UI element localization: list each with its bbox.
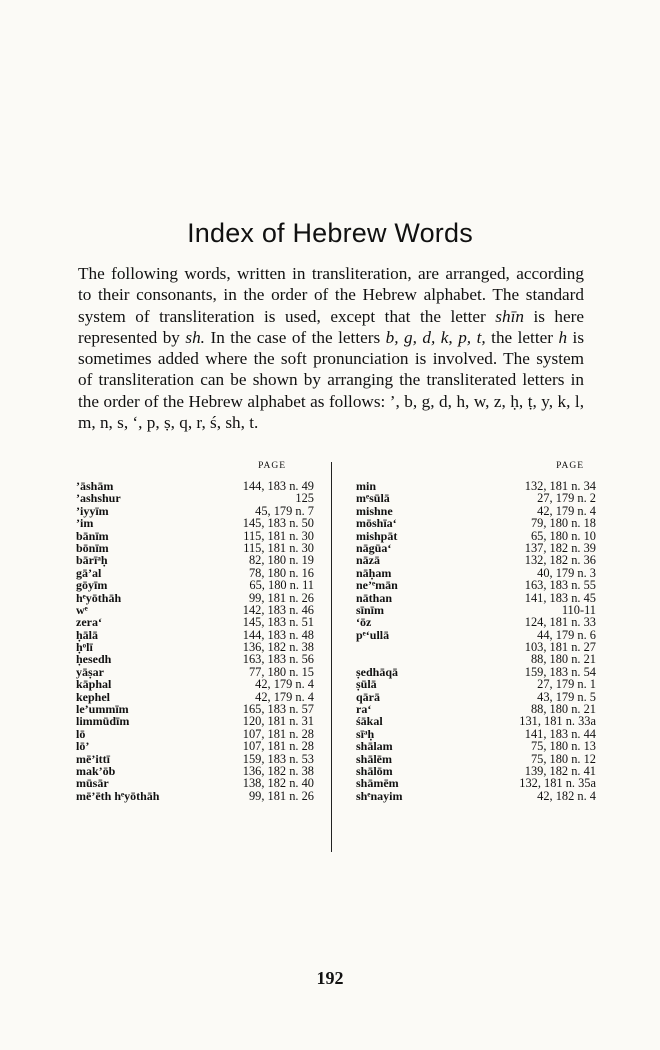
entry-word: mūsār xyxy=(76,776,109,791)
entry-word: gōyīm xyxy=(76,578,108,593)
entry-word: kāphal xyxy=(76,677,112,692)
index-entry xyxy=(356,554,596,566)
hebrew-word-index xyxy=(76,456,596,852)
entry-word: śākal xyxy=(356,714,383,729)
entry-page-ref: 144, 183 n. 48 xyxy=(242,627,314,642)
index-entry xyxy=(76,616,316,628)
entry-page-ref: 88, 180 n. 21 xyxy=(530,702,596,717)
entry-page-ref: 124, 181 n. 33 xyxy=(524,615,596,630)
entry-page-ref: 65, 180 n. 11 xyxy=(249,578,314,593)
entry-word: wᵉ xyxy=(76,602,88,617)
entry-page-ref: 82, 180 n. 19 xyxy=(248,553,314,568)
entry-word: pᵉ‘ullā xyxy=(356,627,390,642)
entry-page-ref: 141, 183 n. 44 xyxy=(524,726,596,741)
entry-page-ref: 144, 183 n. 49 xyxy=(242,479,314,493)
column-header-page: PAGE xyxy=(258,461,286,471)
index-entry xyxy=(356,740,596,752)
entry-word: lō xyxy=(76,726,86,741)
index-entry xyxy=(76,517,316,529)
entry-page-ref: 88, 180 n. 21 xyxy=(530,652,596,667)
entry-word: bōnīm xyxy=(76,540,109,555)
entry-word: kephel xyxy=(76,689,111,704)
entry-word: ’iyyīm xyxy=(76,503,109,518)
index-entry xyxy=(356,653,596,665)
entry-page-ref: 145, 183 n. 50 xyxy=(242,516,314,531)
entry-page-ref: 75, 180 n. 13 xyxy=(530,739,596,754)
entry-page-ref: 163, 183 n. 56 xyxy=(242,652,314,667)
entry-word: lō’ xyxy=(76,739,90,754)
index-entry xyxy=(356,678,596,690)
entry-page-ref: 42, 179 n. 4 xyxy=(255,689,314,704)
entry-page-ref: 42, 179 n. 4 xyxy=(255,677,314,692)
index-column-left xyxy=(76,456,316,802)
entry-word: bārīᵃḥ xyxy=(76,553,108,568)
index-entry xyxy=(356,777,596,789)
entry-word: nāzā xyxy=(356,553,380,568)
column-divider xyxy=(331,462,332,852)
entry-page-ref: 75, 180 n. 12 xyxy=(530,751,596,766)
right-entry-list xyxy=(356,480,596,802)
entry-page-ref: 78, 180 n. 16 xyxy=(248,565,314,580)
entry-page-ref: 141, 183 n. 45 xyxy=(524,590,596,605)
entry-page-ref: 163, 183 n. 55 xyxy=(524,578,596,593)
entry-word: ḥālā xyxy=(76,627,99,642)
entry-word: ’āshām xyxy=(76,479,114,493)
entry-word: ne’ᵉmān xyxy=(356,578,398,593)
entry-page-ref: 137, 182 n. 39 xyxy=(524,540,596,555)
entry-word: min xyxy=(356,479,377,493)
index-entry xyxy=(356,616,596,628)
entry-page-ref: 43, 179 n. 5 xyxy=(537,689,596,704)
index-column-right xyxy=(356,456,596,802)
index-entry xyxy=(356,579,596,591)
entry-word: ‘ōz xyxy=(356,615,372,630)
entry-word: ḥᵒlī xyxy=(76,640,93,655)
intro-italic-h: h xyxy=(558,327,568,347)
entry-page-ref: 132, 181 n. 35a xyxy=(519,776,596,791)
entry-word: shālēm xyxy=(356,751,392,766)
entry-page-ref: 45, 179 n. 7 xyxy=(255,503,314,518)
entry-page-ref: 27, 179 n. 2 xyxy=(537,491,596,506)
entry-word: mishpāt xyxy=(356,528,398,543)
index-entry xyxy=(76,678,316,690)
entry-word: nāthan xyxy=(356,590,393,605)
intro-text: is here represented by xyxy=(78,306,584,347)
intro-text: The following words, written in transliteration, are arranged, according to their consonants, in the order of the Hebrew alphabet. The standard system of transliteration is used, except that the letter xyxy=(78,264,584,326)
entry-word: le’ummīm xyxy=(76,702,129,717)
entry-page-ref: 115, 181 n. 30 xyxy=(243,540,314,555)
entry-word: ḥesedh xyxy=(76,652,112,667)
entry-page-ref: 115, 181 n. 30 xyxy=(243,528,314,543)
entry-word: sīᵃḥ xyxy=(356,726,375,741)
intro-text: In the case of the letters xyxy=(204,327,386,347)
entry-word: yāṣar xyxy=(76,664,104,679)
entry-page-ref: 110-11 xyxy=(561,602,596,617)
entry-page-ref: 44, 179 n. 6 xyxy=(537,627,596,642)
entry-word: nāḥam xyxy=(356,565,392,580)
index-entry xyxy=(76,653,316,665)
entry-word: shāmēm xyxy=(356,776,399,791)
entry-page-ref: 103, 181 n. 27 xyxy=(524,640,596,655)
entry-word: mᵉsūlā xyxy=(356,491,390,506)
entry-word: limmūdīm xyxy=(76,714,130,729)
entry-page-ref: 42, 182 n. 4 xyxy=(537,788,596,803)
intro-italic-sh: sh. xyxy=(185,327,205,347)
entry-word: sīnīm xyxy=(356,602,385,617)
entry-page-ref: 65, 180 n. 10 xyxy=(530,528,596,543)
entry-word: mishne xyxy=(356,503,393,518)
entry-word: qārā xyxy=(356,689,380,704)
index-entry xyxy=(76,777,316,789)
entry-word: mōshīa‘ xyxy=(356,516,397,531)
intro-paragraph xyxy=(78,263,584,433)
intro-italic-letters: b, g, d, k, p, t, xyxy=(385,327,486,347)
entry-page-ref: 165, 183 n. 57 xyxy=(242,702,314,717)
entry-word: zera‘ xyxy=(76,615,102,630)
index-entry xyxy=(76,715,316,727)
intro-text: is sometimes added where the soft pronunciation is involved. The system of transliteration can be shown by arranging the transliterated letters in the order of the Hebrew alphabet as follows: ’, b, g, d, h, w, z, ḥ, ṭ, y, k, l, m, n, s, ‘, p, ṣ, q, r, ś, sh, t. xyxy=(78,327,585,433)
entry-page-ref: 159, 183 n. 54 xyxy=(524,664,596,679)
entry-page-ref: 120, 181 n. 31 xyxy=(242,714,314,729)
entry-word: shālōm xyxy=(356,763,393,778)
page-title: Index of Hebrew Words xyxy=(187,218,473,248)
index-entry xyxy=(356,790,596,802)
entry-page-ref: 125 xyxy=(295,491,314,506)
entry-page-ref: 138, 182 n. 40 xyxy=(242,776,314,791)
entry-word: mak’ōb xyxy=(76,763,116,778)
index-entry xyxy=(356,517,596,529)
entry-word: ṣūlā xyxy=(356,677,377,692)
column-header-page: PAGE xyxy=(556,461,584,471)
entry-page-ref: 107, 181 n. 28 xyxy=(242,739,314,754)
intro-text: the letter xyxy=(485,327,559,347)
entry-word: mē’ittī xyxy=(76,751,110,766)
index-entry xyxy=(76,554,316,566)
entry-page-ref: 139, 182 n. 41 xyxy=(524,763,596,778)
entry-page-ref: 145, 183 n. 51 xyxy=(242,615,314,630)
index-entry xyxy=(76,492,316,504)
entry-page-ref: 79, 180 n. 18 xyxy=(530,516,596,531)
index-entry xyxy=(76,740,316,752)
entry-word: bānīm xyxy=(76,528,109,543)
index-entry xyxy=(356,715,596,727)
index-entry xyxy=(76,790,316,802)
entry-word: ’im xyxy=(76,516,94,531)
entry-page-ref: 107, 181 n. 28 xyxy=(242,726,314,741)
left-entry-list xyxy=(76,480,316,802)
intro-italic-shin: shīn xyxy=(495,306,524,326)
index-entry xyxy=(356,492,596,504)
entry-word: ra‘ xyxy=(356,702,372,717)
entry-page-ref: 42, 179 n. 4 xyxy=(537,503,596,518)
entry-page-ref: 131, 181 n. 33a xyxy=(519,714,596,729)
entry-page-ref: 40, 179 n. 3 xyxy=(537,565,596,580)
entry-page-ref: 99, 181 n. 26 xyxy=(248,590,314,605)
entry-word: ’ashshur xyxy=(76,491,121,506)
entry-word: ṣedhāqā xyxy=(356,664,399,679)
index-entry xyxy=(76,579,316,591)
entry-page-ref: 132, 181 n. 34 xyxy=(524,479,596,493)
index-entry xyxy=(356,592,596,604)
entry-word: shālam xyxy=(356,739,393,754)
entry-word: nāgūa‘ xyxy=(356,540,392,555)
entry-page-ref: 142, 183 n. 46 xyxy=(242,602,314,617)
entry-page-ref: 77, 180 n. 15 xyxy=(248,664,314,679)
page-number: 192 xyxy=(316,968,344,988)
entry-word: shᵉnayim xyxy=(356,788,403,803)
entry-word: mē’ēth hᵉyōthāh xyxy=(76,788,160,803)
entry-page-ref: 132, 182 n. 36 xyxy=(524,553,596,568)
entry-page-ref: 159, 183 n. 53 xyxy=(242,751,314,766)
entry-word: hᵉyōthāh xyxy=(76,590,122,605)
entry-page-ref: 136, 182 n. 38 xyxy=(242,763,314,778)
entry-word: gā’al xyxy=(76,565,102,580)
entry-page-ref: 136, 182 n. 38 xyxy=(242,640,314,655)
entry-page-ref: 99, 181 n. 26 xyxy=(248,788,314,803)
entry-page-ref: 27, 179 n. 1 xyxy=(537,677,596,692)
